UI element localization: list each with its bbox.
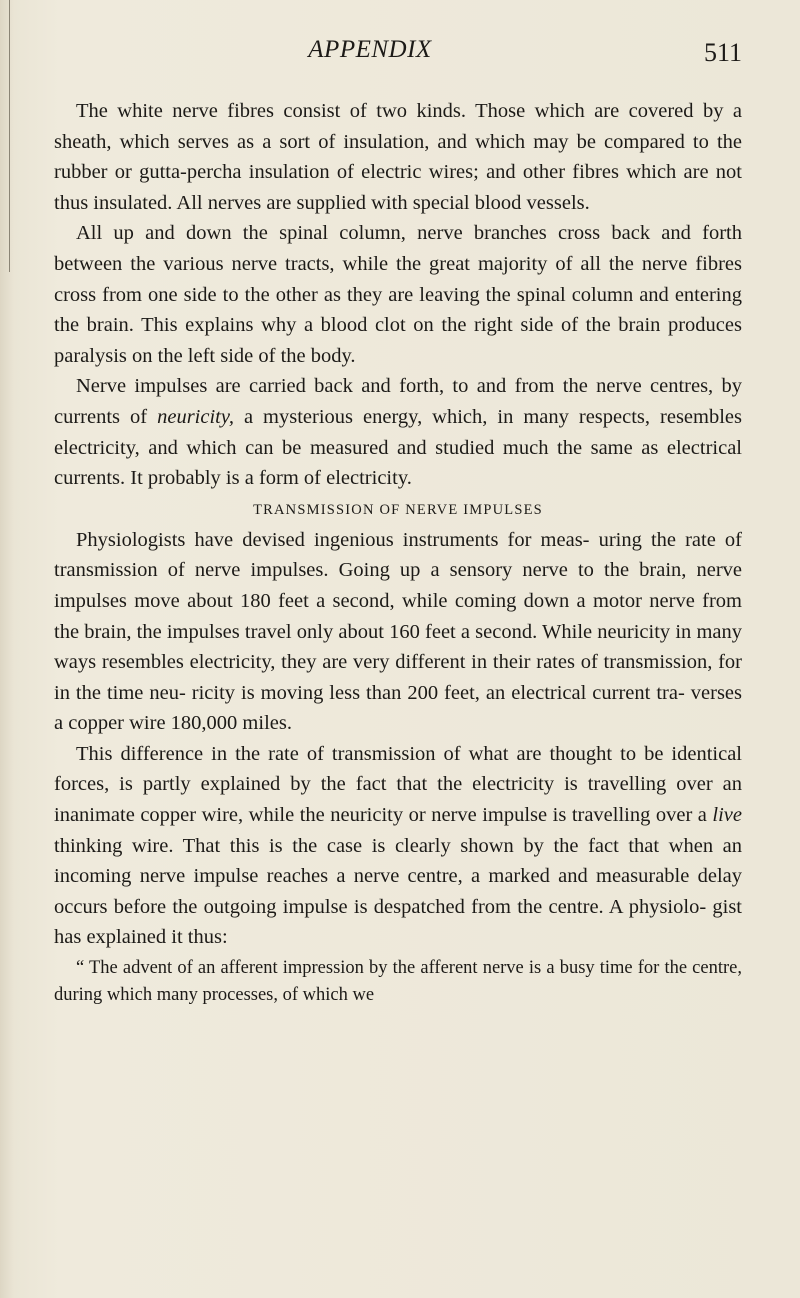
- paragraph-rate-difference: [54, 739, 742, 953]
- paragraph-nerve-impulses: [54, 371, 742, 493]
- paragraph-spinal-column: All up and down the spinal column, nerve branches cross back and forth between the various nerve tracts, while the great majority of all the nerve fibres cross from one side to the other as they are leaving the spinal column and entering the brain. This explains why a blood clot on the right side of the brain produces paralysis on the left side of the body.: [54, 222, 742, 367]
- text-span: a mysterious energy, which, in many respects, resembles electricity, and which can be measured and studied much the same as electrical currents. It probably is a form of electricity.: [54, 405, 742, 490]
- section-heading: TRANSMISSION OF NERVE IMPULSES: [253, 501, 543, 518]
- emphasis-neuricity: neuricity,: [157, 405, 234, 428]
- page-number: 511: [703, 38, 742, 67]
- body-text: [54, 96, 742, 1009]
- paragraph-white-nerve-fibres: The white nerve fibres consist of two kinds. Those which are covered by a sheath, which serves as a sort of insulation, and which may be compared to the rubber or gutta-percha insulation of electric wires; and other fibres which are not thus insulated. All nerves are supplied with special blood vessels.: [54, 100, 742, 214]
- paragraph-quotation: “ The advent of an afferent impression by the afferent nerve is a busy time for the centre, during which many processes, of which we: [54, 958, 742, 1006]
- text-span: thinking wire. That this is the case is clearly shown by the fact that when an incoming nerve impulse reaches a nerve centre, a marked and measurable delay occurs before the outgoing impulse is despatched from the centre. A physiolo- gist has explained it thus:: [54, 834, 742, 949]
- paragraph-physiologists: Physiologists have devised ingenious instruments for meas- uring the rate of transmission of nerve impulses. Going up a sensory nerve to the brain, nerve impulses move about 180 feet a second, while coming down a motor nerve from the brain, the impulses travel only about 160 feet a second. While neuricity in many ways resembles electricity, they are very different in their rates of transmission, for in the time neu- ricity is moving less than 200 feet, an electrical current tra- verses a copper wire 180,000 miles.: [54, 528, 742, 735]
- emphasis-live: live: [712, 804, 742, 827]
- page-header: [0, 34, 800, 74]
- text-span: This difference in the rate of transmission of what are thought to be identical forces, is partly explained by the fact that the electricity is travelling over an inanimate copper wire, while the neuricity or nerve impulse is travelling over a: [54, 742, 742, 827]
- text-span: Nerve impulses are carried back and forth, to and from the nerve centres, by currents of: [54, 375, 742, 428]
- running-head: APPENDIX: [308, 36, 432, 63]
